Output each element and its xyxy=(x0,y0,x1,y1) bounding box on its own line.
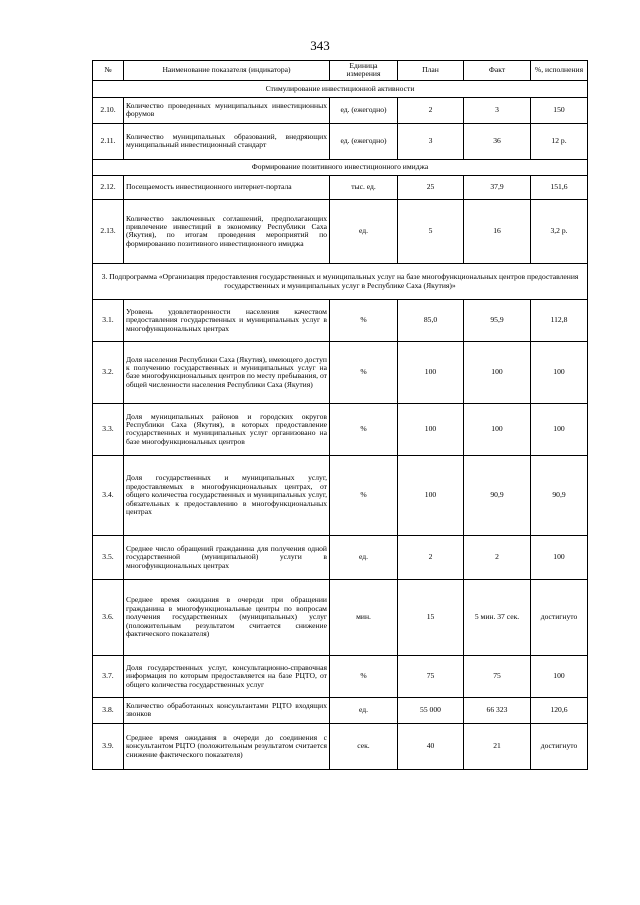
section-row xyxy=(93,80,588,97)
cell-unit: ед. xyxy=(330,697,398,723)
cell-num: 2.12. xyxy=(93,175,124,199)
cell-pct: 3,2 р. xyxy=(531,199,588,263)
cell-name: Среднее число обращений гражданина для получения одной государственной (муниципальной) услуги в многофункциональных центрах xyxy=(124,535,330,579)
table-row xyxy=(93,299,588,341)
cell-plan: 2 xyxy=(398,535,464,579)
cell-unit: ед. (ежегодно) xyxy=(330,97,398,123)
table-row xyxy=(93,579,588,655)
cell-pct: 100 xyxy=(531,535,588,579)
cell-name: Уровень удовлетворенности населения качеством предоставления государственных и муниципальных услуг в многофункциональных центрах xyxy=(124,299,330,341)
cell-pct: достигнуто xyxy=(531,579,588,655)
cell-unit: мин. xyxy=(330,579,398,655)
cell-name: Количество заключенных соглашений, предполагающих привлечение инвестиций в экономику Республики Саха (Якутия), по итогам проведения мероприятий по формированию позитивного инвестиционного имиджа xyxy=(124,199,330,263)
table-row xyxy=(93,175,588,199)
cell-pct: 100 xyxy=(531,403,588,455)
header-row xyxy=(93,61,588,81)
header-num: № xyxy=(93,61,124,81)
table-row xyxy=(93,199,588,263)
table-row xyxy=(93,123,588,159)
cell-pct: 90,9 xyxy=(531,455,588,535)
cell-name: Среднее время ожидания в очереди при обращении гражданина в многофункциональные центры по вопросам получения государственных (муниципальных) услуг (положительным результатом считается снижение фактического показателя) xyxy=(124,579,330,655)
cell-num: 2.10. xyxy=(93,97,124,123)
cell-fact: 36 xyxy=(464,123,531,159)
table-row xyxy=(93,655,588,697)
cell-unit: % xyxy=(330,341,398,403)
cell-fact: 37,9 xyxy=(464,175,531,199)
cell-fact: 16 xyxy=(464,199,531,263)
cell-name: Доля населения Республики Саха (Якутия), имеющего доступ к получению государственных и муниципальных услуг на базе многофункциональных центров по месту пребывания, от общей численности населения Республики Саха (Якутия) xyxy=(124,341,330,403)
table-row xyxy=(93,455,588,535)
cell-pct: 100 xyxy=(531,655,588,697)
cell-fact: 2 xyxy=(464,535,531,579)
table-row xyxy=(93,535,588,579)
cell-plan: 75 xyxy=(398,655,464,697)
cell-unit: тыс. ед. xyxy=(330,175,398,199)
header-name: Наименование показателя (индикатора) xyxy=(124,61,330,81)
section-title: Стимулирование инвестиционной активности xyxy=(93,80,588,97)
cell-plan: 100 xyxy=(398,455,464,535)
header-fact: Факт xyxy=(464,61,531,81)
table-row xyxy=(93,723,588,769)
header-plan: План xyxy=(398,61,464,81)
cell-unit: % xyxy=(330,455,398,535)
cell-fact: 5 мин. 37 сек. xyxy=(464,579,531,655)
cell-name: Количество обработанных консультантами РЦТО входящих звонков xyxy=(124,697,330,723)
cell-unit: % xyxy=(330,299,398,341)
cell-plan: 25 xyxy=(398,175,464,199)
cell-fact: 75 xyxy=(464,655,531,697)
cell-name: Доля муниципальных районов и городских округов Республики Саха (Якутия), в которых предоставление государственных и муниципальных услуг организовано на базе многофункциональных центров xyxy=(124,403,330,455)
section-row xyxy=(93,159,588,175)
cell-plan: 100 xyxy=(398,403,464,455)
cell-num: 3.7. xyxy=(93,655,124,697)
cell-name: Доля государственных услуг, консультационно-справочная информация по которым предоставляется на базе РЦТО, от общего количества государственных услуг xyxy=(124,655,330,697)
cell-plan: 3 xyxy=(398,123,464,159)
table-row xyxy=(93,697,588,723)
cell-fact: 3 xyxy=(464,97,531,123)
table-row xyxy=(93,97,588,123)
cell-fact: 95,9 xyxy=(464,299,531,341)
cell-unit: сек. xyxy=(330,723,398,769)
table-body xyxy=(93,80,588,769)
cell-plan: 15 xyxy=(398,579,464,655)
subprogram-title: 3. Подпрограмма «Организация предоставления государственных и муниципальных услуг на базе многофункциональных центров предоставления государственных и муниципальных услуг в Республике Саха (Якутия)» xyxy=(93,263,588,299)
cell-unit: % xyxy=(330,655,398,697)
cell-num: 2.11. xyxy=(93,123,124,159)
cell-num: 2.13. xyxy=(93,199,124,263)
cell-name: Посещаемость инвестиционного интернет-портала xyxy=(124,175,330,199)
cell-plan: 2 xyxy=(398,97,464,123)
table-row xyxy=(93,403,588,455)
cell-pct: достигнуто xyxy=(531,723,588,769)
cell-num: 3.2. xyxy=(93,341,124,403)
header-unit: Единица измерения xyxy=(330,61,398,81)
page-number: 343 xyxy=(310,38,330,53)
cell-pct: 112,8 xyxy=(531,299,588,341)
cell-plan: 40 xyxy=(398,723,464,769)
cell-plan: 55 000 xyxy=(398,697,464,723)
cell-plan: 5 xyxy=(398,199,464,263)
cell-num: 3.8. xyxy=(93,697,124,723)
cell-fact: 66 323 xyxy=(464,697,531,723)
cell-num: 3.6. xyxy=(93,579,124,655)
cell-name: Количество проведенных муниципальных инвестиционных форумов xyxy=(124,97,330,123)
cell-num: 3.5. xyxy=(93,535,124,579)
indicators-table xyxy=(92,60,588,770)
header-pct: %, исполнения xyxy=(531,61,588,81)
cell-fact: 90,9 xyxy=(464,455,531,535)
cell-pct: 150 xyxy=(531,97,588,123)
cell-fact: 100 xyxy=(464,403,531,455)
cell-name: Доля государственных и муниципальных услуг, предоставляемых в многофункциональных центрах, от общего количества государственных и муниципальных услуг, обязательных к предоставлению в многофункциональных центрах xyxy=(124,455,330,535)
cell-pct: 151,6 xyxy=(531,175,588,199)
cell-plan: 100 xyxy=(398,341,464,403)
cell-name: Количество муниципальных образований, внедряющих муниципальный инвестиционный стандарт xyxy=(124,123,330,159)
section-title: Формирование позитивного инвестиционного имиджа xyxy=(93,159,588,175)
table-row xyxy=(93,341,588,403)
cell-pct: 100 xyxy=(531,341,588,403)
cell-unit: % xyxy=(330,403,398,455)
cell-num: 3.1. xyxy=(93,299,124,341)
cell-pct: 120,6 xyxy=(531,697,588,723)
cell-fact: 100 xyxy=(464,341,531,403)
subprogram-row xyxy=(93,263,588,299)
cell-fact: 21 xyxy=(464,723,531,769)
cell-unit: ед. (ежегодно) xyxy=(330,123,398,159)
cell-num: 3.4. xyxy=(93,455,124,535)
cell-unit: ед. xyxy=(330,199,398,263)
cell-pct: 12 р. xyxy=(531,123,588,159)
cell-plan: 85,0 xyxy=(398,299,464,341)
cell-unit: ед. xyxy=(330,535,398,579)
cell-num: 3.3. xyxy=(93,403,124,455)
cell-num: 3.9. xyxy=(93,723,124,769)
cell-name: Среднее время ожидания в очереди до соединения с консультантом РЦТО (положительным результатом считается снижение фактического показателя) xyxy=(124,723,330,769)
